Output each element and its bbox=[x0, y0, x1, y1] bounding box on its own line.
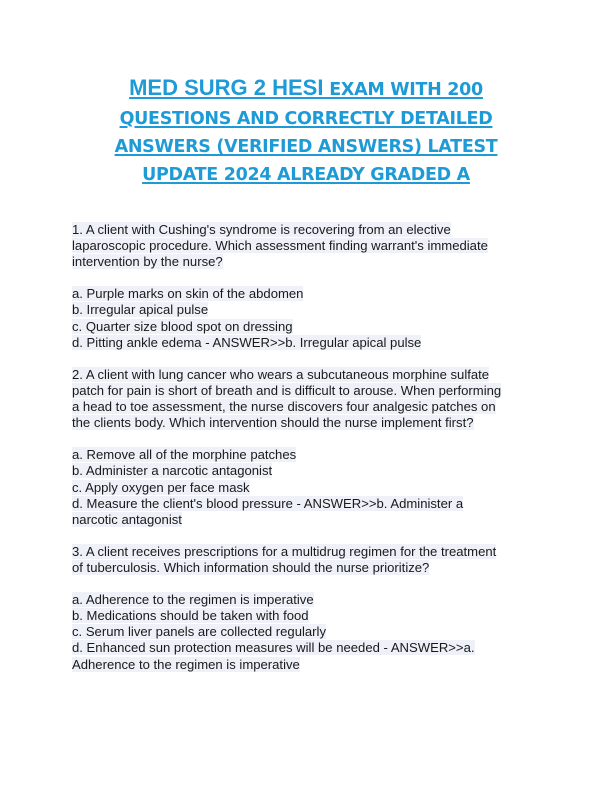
answer-key-continuation: Adherence to the regimen is imperative bbox=[72, 656, 300, 672]
question-stem-line: 2. A client with lung cancer who wears a subcutaneous morphine sulfate bbox=[72, 366, 490, 382]
question-stem-line: a head to toe assessment, the nurse discovers four analgesic patches on bbox=[72, 399, 496, 415]
answer-option: a. Remove all of the morphine patches bbox=[72, 447, 297, 463]
answer-option-with-key: d. Measure the client's blood pressure - ANSWER>>b. Administer a bbox=[72, 495, 464, 511]
answer-option-with-key: d. Enhanced sun protection measures will be needed - ANSWER>>a. bbox=[72, 640, 475, 656]
question-stem-line: intervention by the nurse? bbox=[72, 254, 223, 270]
answer-option: c. Serum liver panels are collected regularly bbox=[72, 624, 326, 640]
answer-option: c. Apply oxygen per face mask bbox=[72, 479, 250, 495]
answer-option-with-key: d. Pitting ankle edema - ANSWER>>b. Irregular apical pulse bbox=[72, 334, 422, 350]
document-title bbox=[90, 74, 522, 189]
question-stem-line: the clients body. Which intervention should the nurse implement first? bbox=[72, 415, 474, 431]
title-line-1 bbox=[90, 74, 522, 105]
title-line-3: ANSWERS (VERIFIED ANSWERS) LATEST bbox=[114, 137, 498, 157]
question-1 bbox=[72, 222, 540, 351]
title-line-4: UPDATE 2024 ALREADY GRADED A bbox=[142, 165, 470, 185]
question-stem-line: patch for pain is short of breath and is difficult to arouse. When performing bbox=[72, 382, 502, 398]
question-stem-line: laparoscopic procedure. Which assessment finding warrant's immediate bbox=[72, 238, 488, 254]
title-line-1-rest: EXAM WITH 200 bbox=[323, 80, 483, 100]
answer-option: a. Purple marks on skin of the abdomen bbox=[72, 286, 304, 302]
answer-option: b. Irregular apical pulse bbox=[72, 302, 209, 318]
answer-key-continuation: narcotic antagonist bbox=[72, 511, 182, 527]
answer-option: b. Administer a narcotic antagonist bbox=[72, 463, 273, 479]
answer-option: b. Medications should be taken with food bbox=[72, 608, 309, 624]
question-stem-line: of tuberculosis. Which information should the nurse prioritize? bbox=[72, 559, 430, 575]
question-stem-line: 1. A client with Cushing's syndrome is recovering from an elective bbox=[72, 222, 451, 237]
questions-list bbox=[72, 222, 540, 673]
question-2 bbox=[72, 367, 540, 528]
answer-option: a. Adherence to the regimen is imperative bbox=[72, 592, 314, 608]
answer-option: c. Quarter size blood spot on dressing bbox=[72, 318, 293, 334]
question-stem-line: 3. A client receives prescriptions for a multidrug regimen for the treatment bbox=[72, 543, 497, 559]
question-3 bbox=[72, 544, 540, 673]
title-lead: MED SURG 2 HESI bbox=[129, 75, 324, 100]
title-line-2: QUESTIONS AND CORRECTLY DETAILED bbox=[119, 109, 493, 129]
